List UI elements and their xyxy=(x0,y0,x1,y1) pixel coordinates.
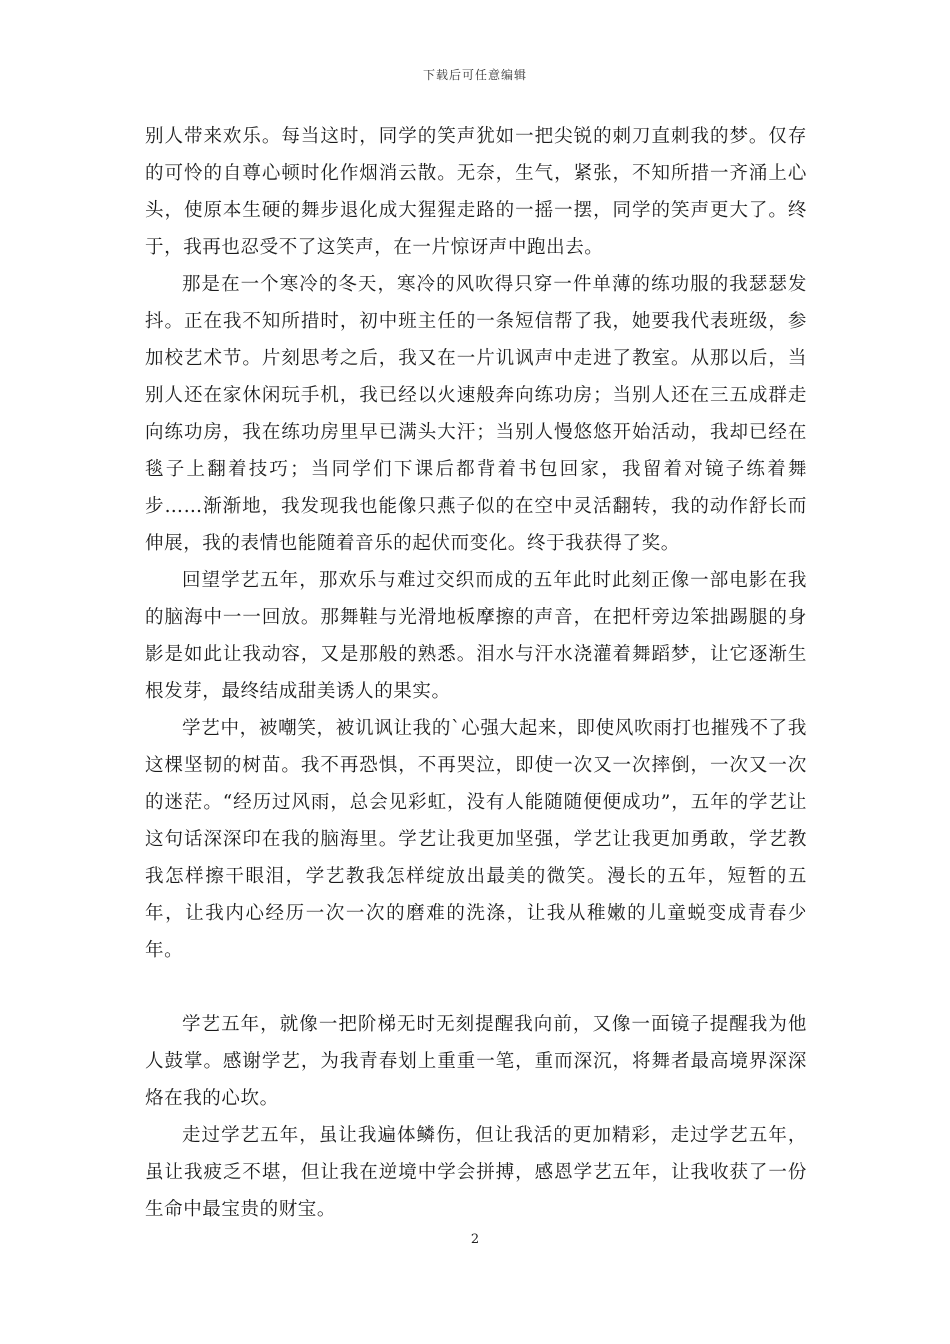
paragraph-4: 学艺中，被嘲笑，被讥讽让我的`心强大起来，即使风吹雨打也摧残不了我这棵坚韧的树苗。我不再恐惧，不再哭泣，即使一次又一次摔倒，一次又一次的迷茫。“经历过风雨，总会见彩虹，没有人能随随便便成功”，五年的学艺让这句话深深印在我的脑海里。学艺让我更加坚强，学艺让我更加勇敢，学艺教我怎样擦干眼泪，学艺教我怎样绽放出最美的微笑。漫长的五年，短暂的五年，让我内心经历一次一次的磨难的洗涤，让我从稚嫩的儿童蜕变成青春少年。 xyxy=(145,718,807,961)
paragraph-1: 别人带来欢乐。每当这时，同学的笑声犹如一把尖锐的刺刀直刺我的梦。仅存的可怜的自尊心顿时化作烟消云散。无奈，生气，紧张，不知所措一齐涌上心头，使原本生硬的舞步退化成大猩猩走路的一摇一摆，同学的笑声更大了。终于，我再也忍受不了这笑声，在一片惊讶声中跑出去。 xyxy=(145,126,807,258)
document-body xyxy=(145,118,807,1228)
paragraph-2: 那是在一个寒冷的冬天，寒冷的风吹得只穿一件单薄的练功服的我瑟瑟发抖。正在我不知所措时，初中班主任的一条短信帮了我，她要我代表班级，参加校艺术节。片刻思考之后，我又在一片讥讽声中走进了教室。从那以后，当别人还在家休闲玩手机，我已经以火速般奔向练功房；当别人还在三五成群走向练功房，我在练功房里早已满头大汗；当别人慢悠悠开始活动，我却已经在毯子上翻着技巧；当同学们下课后都背着书包回家，我留着对镜子练着舞步……渐渐地，我发现我也能像只燕子似的在空中灵活翻转，我的动作舒长而伸展，我的表情也能随着音乐的起伏而变化。终于我获得了奖。 xyxy=(145,274,807,554)
paragraph-5: 学艺五年，就像一把阶梯无时无刻提醒我向前，又像一面镜子提醒我为他人鼓掌。感谢学艺，为我青春划上重重一笔，重而深沉，将舞者最高境界深深烙在我的心坎。 xyxy=(145,1014,807,1109)
page-header: 下载后可任意编辑 xyxy=(422,68,527,82)
paragraph-3: 回望学艺五年，那欢乐与难过交织而成的五年此时此刻正像一部电影在我的脑海中一一回放。那舞鞋与光滑地板摩擦的声音，在把杆旁边笨拙踢腿的身影是如此让我动容，又是那般的熟悉。泪水与汗水浇灌着舞蹈梦，让它逐渐生根发芽，最终结成甜美诱人的果实。 xyxy=(145,570,807,702)
page-number: 2 xyxy=(470,1232,480,1247)
paragraph-6: 走过学艺五年，虽让我遍体鳞伤，但让我活的更加精彩，走过学艺五年，虽让我疲乏不堪，但让我在逆境中学会拼搏，感恩学艺五年，让我收获了一份生命中最宝贵的财宝。 xyxy=(145,1125,807,1220)
